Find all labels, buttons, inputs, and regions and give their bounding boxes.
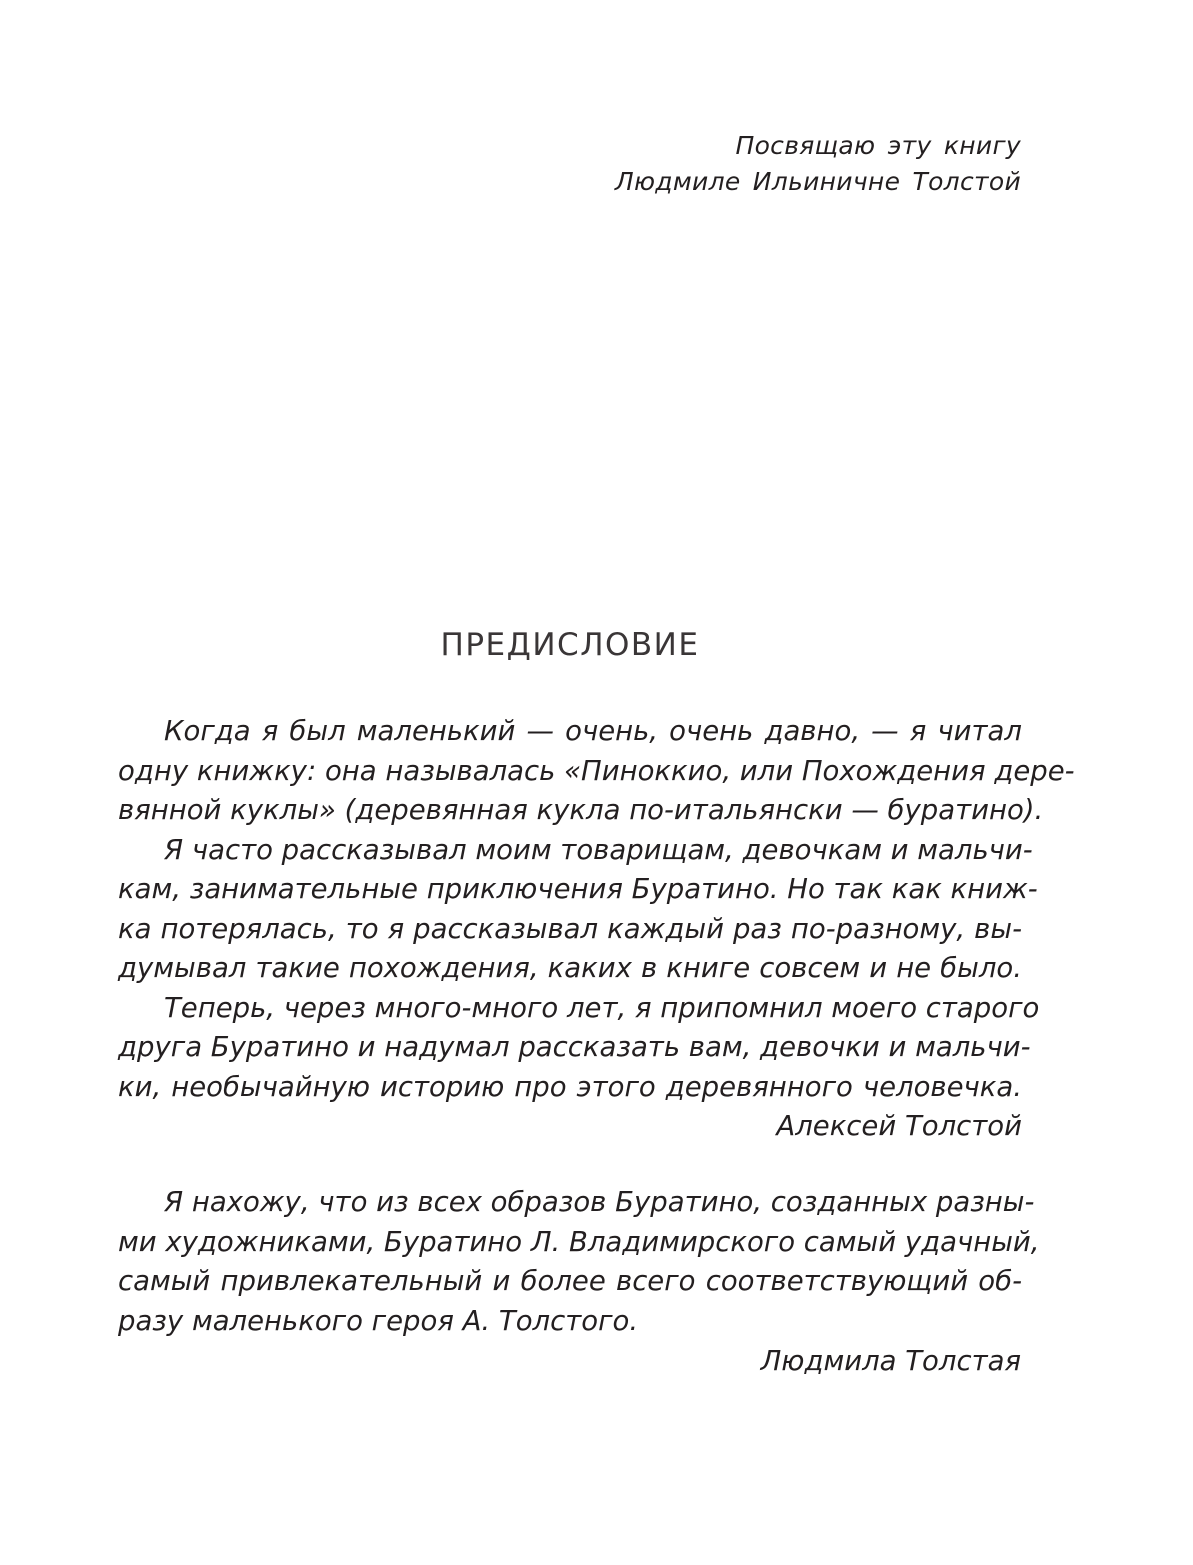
text-line: друга Буратино и надумал рассказать вам, девочки и мальчи- <box>118 1031 1031 1063</box>
note-text <box>118 1183 1040 1341</box>
text-line: одну книжку: она называлась «Пиноккио, или Похождения дере- <box>118 754 1075 787</box>
text-line: вянной куклы» (деревянная кукла по-итальянски — буратино). <box>118 794 1044 826</box>
text-line: ки, необычайную историю про этого деревянного человечка. <box>118 1070 1022 1103</box>
text-line: Когда я был маленький — очень, очень давно, — я читал <box>164 715 1022 747</box>
text-line: кам, занимательные приключения Буратино. Но так как книж- <box>118 873 1038 905</box>
text-line: Теперь, через много-много лет, я припомнил моего старого <box>164 991 1040 1024</box>
text-line: самый привлекательный и более всего соответствующий об- <box>118 1265 1022 1297</box>
preface-text <box>118 712 1075 1147</box>
text-line: разу маленького героя А. Толстого. <box>118 1304 639 1337</box>
dedication-line: Посвящаю эту книгу <box>735 131 1021 160</box>
dedication <box>615 128 1021 200</box>
text-line: Я нахожу, что из всех образов Буратино, созданных разны- <box>164 1186 1035 1218</box>
note-signature: Людмила Толстая <box>760 1345 1021 1377</box>
text-line: Я часто рассказывал моим товарищам, девочкам и мальчи- <box>164 833 1033 866</box>
text-line: ми художниками, Буратино Л. Владимирского самый удачный, <box>118 1225 1040 1258</box>
text-line: думывал такие похождения, каких в книге совсем и не было. <box>118 952 1022 984</box>
text-line: ка потерялась, то я рассказывал каждый раз по-разному, вы- <box>118 912 1022 945</box>
dedication-line: Людмиле Ильиничне Толстой <box>614 167 1021 196</box>
preface-signature: Алексей Толстой <box>776 1110 1022 1142</box>
preface-title: ПРЕДИСЛОВИЕ <box>440 627 700 663</box>
